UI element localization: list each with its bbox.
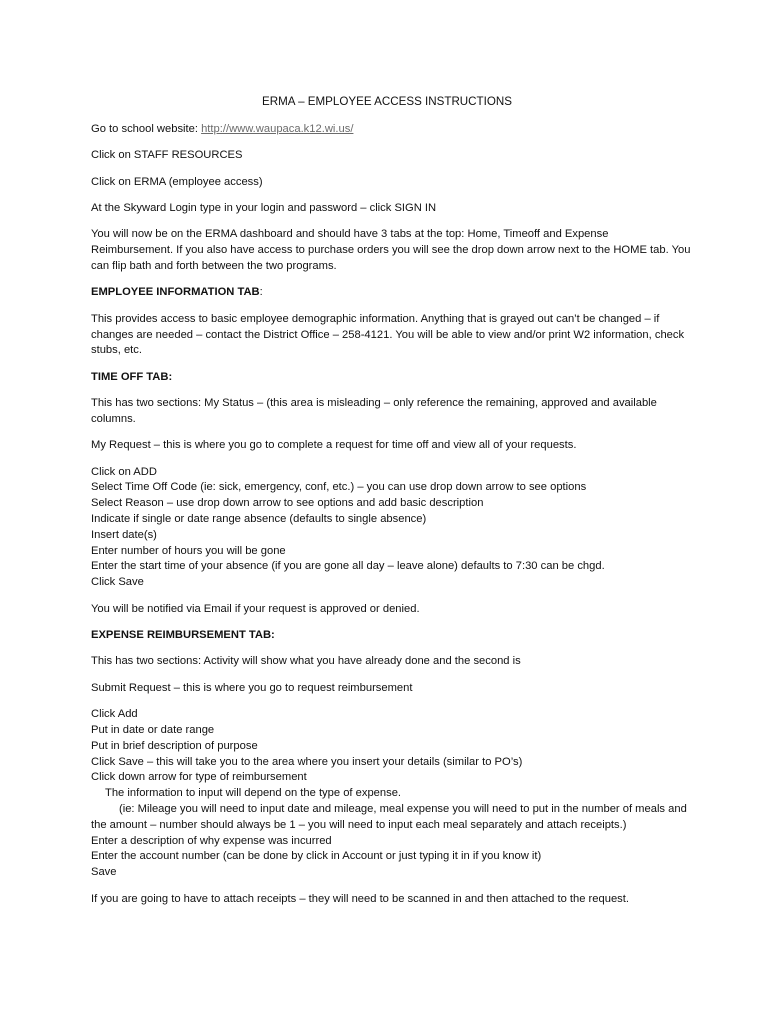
time-off-step: Click on ADD bbox=[91, 465, 157, 478]
employee-info-paragraph: This provides access to basic employee demographic information. Anything that is grayed out can’t be changed – if changes are needed – contact the District Office – 258-4121. You will be able to view and/or print W2 information, check stubs, etc. bbox=[91, 312, 685, 357]
submit-request-paragraph: Submit Request – this is where you go to request reimbursement bbox=[91, 681, 413, 694]
time-off-step: Enter number of hours you will be gone bbox=[91, 544, 286, 557]
expense-step: Click down arrow for type of reimbursement bbox=[91, 771, 307, 784]
expense-sections: This has two sections: Activity will show what you have already done and the second is bbox=[91, 655, 521, 668]
employee-info-heading: EMPLOYEE INFORMATION TAB bbox=[91, 286, 260, 299]
receipts-paragraph: If you are going to have to attach receipts – they will need to be scanned in and then attached to the request. bbox=[91, 892, 629, 905]
expense-example-text: (ie: Mileage you will need to input date and mileage, meal expense you will need to put in the number of meals and the amount – number should always be 1 – you will need to input each meal separately and attach receipts.) bbox=[91, 803, 687, 831]
time-off-step: Enter the start time of your absence (if you are gone all day – leave alone) defaults to 7:30 can be chgd. bbox=[91, 560, 605, 573]
expense-example bbox=[91, 802, 691, 834]
step-staff-resources: Click on STAFF RESOURCES bbox=[91, 149, 243, 162]
document-page bbox=[91, 94, 691, 918]
expense-step: Click Save – this will take you to the area where you insert your details (similar to PO’s) bbox=[91, 755, 523, 768]
step-login: At the Skyward Login type in your login and password – click SIGN IN bbox=[91, 201, 437, 214]
expense-info-line: The information to input will depend on the type of expense. bbox=[105, 787, 402, 800]
time-off-steps bbox=[91, 465, 691, 591]
dashboard-paragraph: You will now be on the ERMA dashboard and should have 3 tabs at the top: Home, Timeoff and Expense Reimbursement. If you also have access to purchase orders you will see the drop down arrow next to the HOME tab. You can flip bath and forth between the two programs. bbox=[91, 228, 691, 272]
time-off-step: Select Reason – use drop down arrow to see options and add basic description bbox=[91, 497, 484, 510]
step-erma: Click on ERMA (employee access) bbox=[91, 175, 263, 188]
expense-final-step: Enter the account number (can be done by click in Account or just typing it in if you know it) bbox=[91, 850, 542, 863]
notified-paragraph: You will be notified via Email if your request is approved or denied. bbox=[91, 602, 420, 615]
time-off-step: Insert date(s) bbox=[91, 528, 157, 541]
time-off-sections: This has two sections: My Status – (this area is misleading – only reference the remaining, approved and available columns. bbox=[91, 397, 657, 425]
employee-info-heading-line bbox=[91, 285, 691, 301]
document-title: ERMA – EMPLOYEE ACCESS INSTRUCTIONS bbox=[262, 95, 512, 108]
expense-step: Put in brief description of purpose bbox=[91, 739, 258, 752]
my-request-paragraph: My Request – this is where you go to complete a request for time off and view all of your requests. bbox=[91, 439, 577, 452]
expense-steps bbox=[91, 707, 691, 881]
website-prefix: Go to school website: bbox=[91, 122, 198, 135]
time-off-step: Indicate if single or date range absence (defaults to single absence) bbox=[91, 513, 427, 526]
expense-heading: EXPENSE REIMBURSEMENT TAB: bbox=[91, 629, 275, 642]
expense-step: Click Add bbox=[91, 708, 138, 721]
expense-final-step: Save bbox=[91, 866, 117, 879]
expense-step: Put in date or date range bbox=[91, 724, 215, 737]
expense-final-step: Enter a description of why expense was incurred bbox=[91, 834, 332, 847]
time-off-step: Click Save bbox=[91, 576, 144, 589]
website-line bbox=[91, 122, 691, 138]
employee-info-heading-colon: : bbox=[259, 286, 263, 299]
time-off-step: Select Time Off Code (ie: sick, emergency, conf, etc.) – you can use drop down arrow to see options bbox=[91, 481, 587, 494]
school-website-link[interactable]: http://www.waupaca.k12.wi.us/ bbox=[201, 122, 354, 135]
time-off-heading: TIME OFF TAB: bbox=[91, 370, 173, 383]
